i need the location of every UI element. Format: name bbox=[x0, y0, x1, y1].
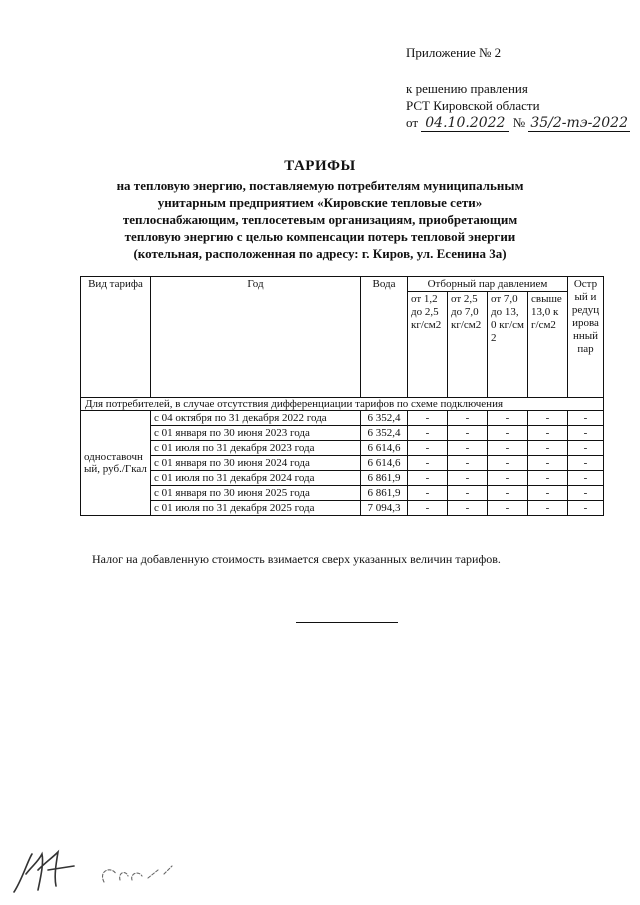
value-cell: - bbox=[568, 486, 604, 501]
water-cell: 7 094,3 bbox=[361, 501, 408, 516]
water-cell: 6 861,9 bbox=[361, 486, 408, 501]
decision-number: 35/2-тэ-2022 bbox=[530, 115, 628, 131]
section-row: Для потребителей, в случае отсутствия дифференциации тарифов по схеме подключения bbox=[81, 398, 604, 411]
value-cell: - bbox=[408, 426, 448, 441]
value-cell: - bbox=[408, 411, 448, 426]
value-cell: - bbox=[528, 411, 568, 426]
header-steam-1: от 1,2 до 2,5 кг/см2 bbox=[408, 292, 448, 398]
value-cell: - bbox=[568, 456, 604, 471]
period-cell: с 01 января по 30 июня 2024 года bbox=[151, 456, 361, 471]
table-row bbox=[81, 501, 604, 516]
value-cell: - bbox=[448, 456, 488, 471]
header-water: Вода bbox=[361, 277, 408, 398]
value-cell: - bbox=[408, 441, 448, 456]
table-row bbox=[81, 411, 604, 426]
period-cell: с 01 января по 30 июня 2025 года bbox=[151, 486, 361, 501]
value-cell: - bbox=[448, 411, 488, 426]
value-cell: - bbox=[568, 411, 604, 426]
value-cell: - bbox=[528, 486, 568, 501]
header-sharp-steam: Острый и редуцированный пар bbox=[568, 277, 604, 398]
header-steam-3: от 7,0 до 13,0 кг/см2 bbox=[488, 292, 528, 398]
table-row bbox=[81, 441, 604, 456]
value-cell: - bbox=[488, 426, 528, 441]
header-steam-2: от 2,5 до 7,0 кг/см2 bbox=[448, 292, 488, 398]
value-cell: - bbox=[408, 471, 448, 486]
separator-line bbox=[296, 622, 398, 623]
value-cell: - bbox=[408, 456, 448, 471]
value-cell: - bbox=[448, 441, 488, 456]
table-row bbox=[81, 471, 604, 486]
period-cell: с 01 июля по 31 декабря 2025 года bbox=[151, 501, 361, 516]
value-cell: - bbox=[408, 501, 448, 516]
value-cell: - bbox=[528, 501, 568, 516]
value-cell: - bbox=[488, 441, 528, 456]
value-cell: - bbox=[488, 471, 528, 486]
header-steam-group: Отборный пар давлением bbox=[408, 277, 568, 292]
value-cell: - bbox=[528, 456, 568, 471]
title-line: (котельная, расположенная по адресу: г. Киров, ул. Есенина 3а) bbox=[133, 246, 507, 261]
title-main: ТАРИФЫ bbox=[284, 158, 356, 174]
period-cell: с 01 июля по 31 декабря 2023 года bbox=[151, 441, 361, 456]
document-title bbox=[40, 158, 600, 262]
value-cell: - bbox=[568, 471, 604, 486]
signature-image bbox=[8, 840, 198, 900]
value-cell: - bbox=[448, 426, 488, 441]
title-line: унитарным предприятием «Кировские тепловые сети» bbox=[157, 195, 483, 210]
table-row bbox=[81, 486, 604, 501]
value-cell: - bbox=[488, 411, 528, 426]
table-row bbox=[81, 426, 604, 441]
vat-note: Налог на добавленную стоимость взимается сверх указанных величин тарифов. bbox=[92, 552, 501, 566]
value-cell: - bbox=[568, 426, 604, 441]
number-label: № bbox=[512, 115, 526, 130]
value-cell: - bbox=[488, 456, 528, 471]
value-cell: - bbox=[448, 471, 488, 486]
header-steam-4: свыше 13,0 кг/см2 bbox=[528, 292, 568, 398]
water-cell: 6 614,6 bbox=[361, 456, 408, 471]
water-cell: 6 352,4 bbox=[361, 411, 408, 426]
from-label: от bbox=[406, 115, 419, 130]
decision-line-2: РСТ Кировской области bbox=[406, 98, 540, 113]
tariff-table bbox=[80, 276, 604, 516]
period-cell: с 04 октября по 31 декабря 2022 года bbox=[151, 411, 361, 426]
decision-date: 04.10.2022 bbox=[421, 115, 509, 132]
value-cell: - bbox=[568, 501, 604, 516]
period-cell: с 01 января по 30 июня 2023 года bbox=[151, 426, 361, 441]
period-cell: с 01 июля по 31 декабря 2024 года bbox=[151, 471, 361, 486]
decision-date-line bbox=[406, 114, 630, 132]
value-cell: - bbox=[408, 486, 448, 501]
water-cell: 6 861,9 bbox=[361, 471, 408, 486]
tariff-type-cell: одноставочный, руб./Гкал bbox=[81, 411, 151, 516]
header-tariff-type: Вид тарифа bbox=[81, 277, 151, 398]
value-cell: - bbox=[528, 441, 568, 456]
water-cell: 6 614,6 bbox=[361, 441, 408, 456]
value-cell: - bbox=[568, 441, 604, 456]
header-year: Год bbox=[151, 277, 361, 398]
water-cell: 6 352,4 bbox=[361, 426, 408, 441]
title-line: тепловую энергию с целью компенсации потерь тепловой энергии bbox=[124, 229, 516, 244]
appendix-label: Приложение № 2 bbox=[406, 45, 502, 60]
value-cell: - bbox=[488, 501, 528, 516]
decision-line-1: к решению правления bbox=[406, 81, 528, 96]
value-cell: - bbox=[448, 501, 488, 516]
value-cell: - bbox=[528, 426, 568, 441]
title-line: теплоснабжающим, теплосетевым организациям, приобретающим bbox=[122, 212, 518, 227]
value-cell: - bbox=[528, 471, 568, 486]
title-line: на тепловую энергию, поставляемую потребителям муниципальным bbox=[116, 178, 524, 193]
value-cell: - bbox=[448, 486, 488, 501]
table-row bbox=[81, 456, 604, 471]
value-cell: - bbox=[488, 486, 528, 501]
